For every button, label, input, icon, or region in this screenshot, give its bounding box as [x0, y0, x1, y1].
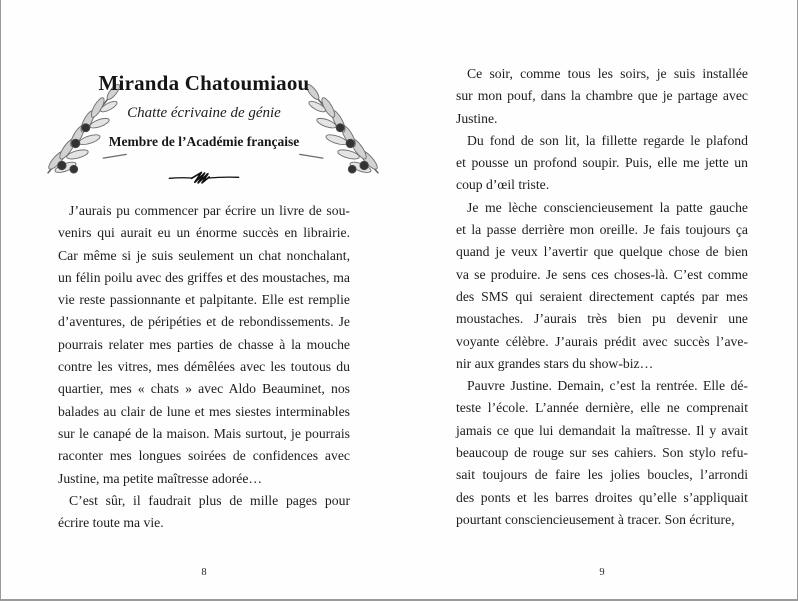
paragraph	[58, 200, 350, 490]
text-line: voyante célèbre. J’aurais prédit avec succès l’ave-	[456, 333, 748, 349]
right-page-body	[456, 63, 748, 531]
squiggle-ornament-icon	[168, 166, 240, 188]
text-line: balades au clair de lune et mes siestes interminables	[58, 403, 350, 419]
paragraph	[456, 375, 748, 531]
page-number-left: 8	[201, 567, 207, 578]
text-line: coup d’œil triste.	[456, 177, 550, 193]
left-page-body	[58, 200, 350, 534]
author-name: Miranda Chatoumiaou	[98, 71, 310, 95]
text-line: et la passe derrière mon oreille. Je fais toujours ça	[456, 222, 748, 238]
text-line: Ce soir, comme tous les soirs, je suis installée	[467, 66, 748, 81]
text-line: Car même si je suis seulement un chat nonchalant,	[58, 247, 350, 263]
text-line: Justine, ma petite maîtresse adorée…	[58, 470, 263, 486]
text-line: Du fond de son lit, la fillette regarde le plafond	[467, 132, 748, 148]
text-line: des ponts et les barres droites qu’elle s’appliquait	[456, 489, 748, 505]
text-line: écrire toute ma vie.	[58, 515, 164, 531]
text-line: des SMS qui seraient directement captés par mes	[456, 288, 748, 304]
text-line: pourrais relater mes parties de chasse à la mouche	[58, 336, 350, 352]
text-line: raconter mes longues soirées de confidences avec	[58, 448, 350, 464]
paragraph	[456, 63, 748, 130]
paragraph	[456, 130, 748, 197]
text-line: Justine.	[456, 110, 498, 126]
text-line: quartier, mes « chats » avec Aldo Beauminet, nos	[58, 381, 350, 397]
text-line: contre les vitres, mes démêlées avec les toutous du	[58, 359, 350, 375]
paragraph	[456, 197, 748, 375]
section-divider	[58, 166, 350, 193]
text-line: teste l’école. L’année dernière, elle ne comprenait	[456, 400, 748, 416]
text-line: nir aux grandes stars du show-biz…	[456, 355, 654, 371]
text-line: moustaches. J’aurais très bien pu devenir une	[456, 311, 748, 327]
text-line: beaucoup de rouge sur ses cahiers. Son stylo refu-	[456, 445, 748, 461]
text-line: sur le canapé de la maison. Mais surtout, je pourrais	[58, 425, 350, 441]
page-number-right: 9	[599, 567, 605, 578]
text-line: Je me lèche consciencieusement la patte gauche	[467, 199, 748, 215]
author-subtitle: Chatte écrivaine de génie	[127, 105, 281, 121]
author-affiliation: Membre de l’Académie française	[108, 134, 300, 149]
text-line: Pauvre Justine. Demain, c’est la rentrée. Elle dé-	[467, 378, 748, 394]
text-line: d’aventures, de péripéties et de rebondissements. Je	[58, 314, 350, 330]
text-line: jamais ce que lui demandait la maîtresse. Il y avait	[456, 422, 748, 438]
text-line: pourtant consciencieusement à tracer. Son écriture,	[456, 511, 735, 527]
paragraph	[58, 490, 350, 535]
text-line: J’aurais pu commencer par écrire un livre de sou-	[69, 203, 350, 218]
text-line: quand je veux l’avertir que quelque chose de bien	[456, 244, 748, 260]
text-line: et pousse un profond soupir. Puis, elle me jette un	[456, 155, 748, 171]
text-line: venirs qui aurait eu un énorme succès en librairie.	[58, 225, 350, 241]
text-line: un félin poilu avec des griffes et des moustaches, ma	[58, 269, 350, 285]
text-line: sur mon pouf, dans la chambre que je partage avec	[456, 88, 748, 104]
text-line: C’est sûr, il faudrait plus de mille pages pour	[69, 492, 350, 508]
text-line: va se produire. Je sens ces choses-là. C’est comme	[456, 266, 748, 282]
page-header	[58, 70, 350, 150]
text-line: vie reste passionnante et palpitante. Elle est remplie	[58, 292, 350, 308]
text-line: sait toujours de faire les jolies boucles, l’arrondi	[456, 467, 748, 483]
